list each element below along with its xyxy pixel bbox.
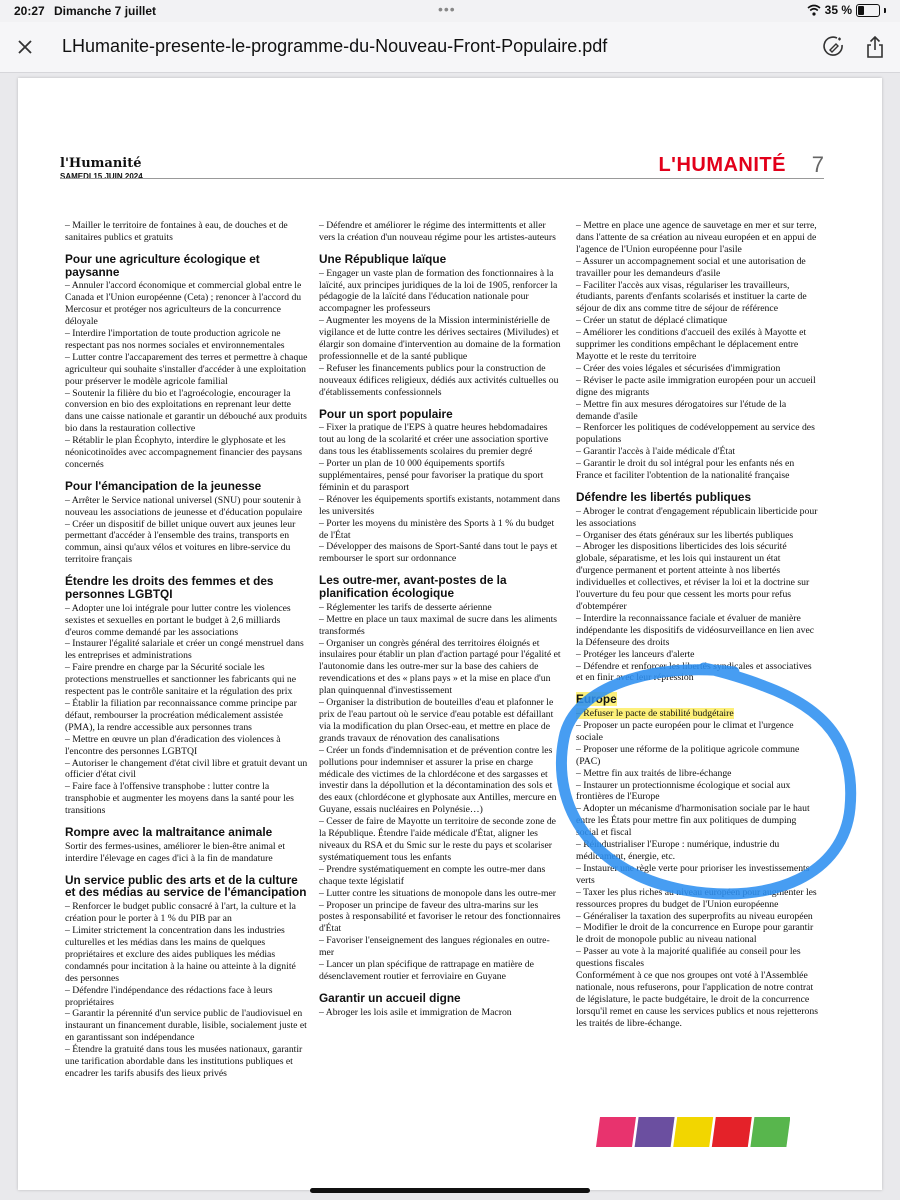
paragraph: Conformément à ce que nos groupes ont voté à l'Assemblée nationale, nous refuserons, pour l'application de notre contrat de législature, le pacte budgétaire, le droit de la concurrence lorsqu'il remet en cause les services publics et nous rejetterons les traités de libre-échange. — [576, 970, 818, 1029]
publication-date: SAMEDI 15 JUIN 2024 — [60, 172, 143, 181]
share-button[interactable] — [860, 32, 890, 62]
status-time: 20:27 — [14, 4, 45, 18]
close-button[interactable] — [10, 32, 40, 62]
paragraph: Sortir des fermes-usines, améliorer le bien-être animal et interdire l'élevage en cages d'ici à la fin de mandature — [65, 840, 286, 864]
paragraph: – Améliorer les conditions d'accueil des exilés à Mayotte et supprimer les conditions empêchant le déplacement entre Mayotte et le reste du territoire — [576, 327, 807, 362]
wifi-icon — [807, 4, 821, 16]
markup-pen-icon — [822, 36, 844, 58]
paragraph: – Organiser un congrès général des territoires éloignés et insulaires pour établir un plan d'action partagé pour l'égalité et l'autonomie dans les outre-mer sur la base des cahiers de revendications et des « plans pays » et la mise en place d'un plan quinquennal d'investissement — [319, 637, 561, 697]
paragraph: – Proposer un principe de faveur des ultra-marins sur les postes à responsabilité et favoriser le retour des fonctionnaires d'État — [319, 899, 561, 935]
paragraph — [576, 708, 819, 720]
paragraph: – Proposer une réforme de la politique agricole commune (PAC) — [576, 743, 800, 767]
pdf-page[interactable] — [18, 78, 882, 1190]
paragraph: – Développer des maisons de Sport-Santé dans tout le pays et rembourser le sport sur ordonnance — [319, 541, 558, 565]
paragraph: – Limiter strictement la concentration dans les industries culturelles et les médias dans les mains de quelques propriétaires et exclure des aides publiques les médias condamnés pour incitation à la haine ou atteinte à la dignité des personnes — [65, 925, 296, 984]
status-bar — [0, 0, 900, 22]
paragraph: – Porter un plan de 10 000 équipements sportifs supplémentaires, pensé pour favoriser la pratique du sport féminin et du parasport — [319, 458, 544, 493]
paragraph: – Autoriser le changement d'état civil libre et gratuit devant un officier d'état civil — [65, 757, 308, 781]
section-heading: Une République laïque — [319, 251, 447, 266]
paragraph: – Garantir l'accès à l'aide médicale d'État — [576, 446, 736, 458]
section-heading: Pour un sport populaire — [319, 406, 453, 421]
color-bar — [712, 1117, 752, 1147]
paragraph: – Étendre la gratuité dans tous les musées nationaux, garantir une tarification abordable dans les institutions publiques et encadrer les tarifs abusifs des lieux privés — [65, 1044, 303, 1079]
highlighted-text: – Refuser le pacte de stabilité budgétaire — [576, 708, 734, 720]
newspaper-name: l'Humanité — [60, 156, 142, 171]
section-heading: Défendre les libertés publiques — [576, 489, 752, 504]
paragraph: – Mailler le territoire de fontaines à eau, de douches et de sanitaires publics et gratuits — [65, 220, 288, 243]
paragraph: – Adopter un mécanisme d'harmonisation sociale par le haut entre les États pour mettre fin aux politiques de dumping social et fiscal — [576, 803, 810, 839]
paragraph: – Lutter contre les situations de monopole dans les outre-mer — [319, 887, 557, 899]
paragraph: – Organiser la distribution de bouteilles d'eau et plafonner le prix de l'eau partout où le service d'eau potable est défaillant via la modification du plan Orsec-eau, et mettre en place de grands travaux de rénovation des canalisations — [319, 697, 554, 744]
paragraph: – Prendre systématiquement en compte les outre-mer dans chaque texte législatif — [319, 863, 546, 887]
paragraph: – Garantir la pérennité d'un service public de l'audiovisuel en instaurant un financement durable, lisible, socialement juste et en garantissant son indépendance — [65, 1008, 307, 1044]
paragraph: – Modifier le droit de la concurrence en Europe pour garantir le droit de monopole public au niveau national — [576, 922, 814, 946]
home-indicator[interactable] — [310, 1188, 590, 1193]
markup-button[interactable] — [818, 32, 848, 62]
paragraph: – Faire face à l'offensive transphobe : lutter contre la transphobie et augmenter les moyens dans la santé pour les transitions — [65, 781, 294, 817]
paragraph: – Proposer un pacte européen pour le climat et l'urgence sociale — [576, 720, 794, 743]
document-title: LHumanite-presente-le-programme-du-Nouveau-Front-Populaire.pdf — [62, 36, 608, 56]
paragraph: – Généraliser la taxation des superprofits au niveau européen — [576, 910, 813, 922]
paragraph: – Créer un fonds d'indemnisation et de prévention contre les pollutions pour indemniser et assurer la prise en charge médicale des victimes de la chlordécone et des sargasses et investir dans la dépollution et la décontamination des sols et des eaux (chlordécone et glyphosate aux Antilles, mercure en Guyane, essais nucléaires en Polynésie…) — [319, 744, 557, 816]
color-bar — [635, 1117, 675, 1147]
share-icon — [866, 36, 884, 58]
paragraph: – Adopter une loi intégrale pour lutter contre les violences sexistes et sexuelles en portant le budget à 2,6 milliards d'euros comme demandé par les associations — [65, 602, 291, 638]
paragraph: – Interdire la reconnaissance faciale et évaluer de manière indépendante les dispositifs de vidéosurveillance en lien avec la Défenseure des droits — [576, 612, 815, 648]
paragraph: – Mettre en œuvre un plan d'éradication des violences à l'encontre des personnes LGBTQI — [65, 733, 281, 757]
paragraph: – Favoriser l'enseignement des langues régionales en outre-mer — [319, 935, 550, 959]
paragraph: – Abroger les dispositions liberticides des lois sécurité globale, séparatisme, et les lois qui instaurent un état d'urgence permanent et portent atteinte à nos libertés individuelles et collectives, et réviser la loi et la doctrine sur l'ouverture du feu pour que cessent les morts pour refus d'obtempérer — [576, 541, 810, 612]
paragraph: – Mettre en place un taux maximal de sucre dans les aliments transformés — [319, 613, 558, 637]
section-heading: Étendre les droits des femmes et des personnes LGBTQI — [65, 574, 274, 601]
paragraph: – Annuler l'accord économique et commercial global entre le Canada et l'Union européenne (Ceta) ; renoncer à l'accord du Mercosur et protéger nos agriculteurs de la concurrence déloyale — [65, 280, 302, 328]
paragraph: – Créer un statut de déplacé climatique — [576, 315, 728, 327]
paragraph: – Défendre et renforcer les libertés syndicales et associatives et en finir avec leur répression — [576, 660, 812, 684]
paragraph: – Mettre fin aux traités de libre-échange — [576, 767, 732, 779]
paragraph: – Protéger les lanceurs d'alerte — [576, 648, 695, 660]
paragraph: – Défendre l'indépendance des rédactions face à leurs propriétaires — [65, 984, 273, 1008]
pdf-toolbar — [0, 22, 900, 73]
color-bar — [750, 1117, 790, 1147]
color-bar — [596, 1117, 636, 1147]
masthead-divider — [60, 178, 824, 179]
paragraph: – Réviser le pacte asile immigration européen pour un accueil digne des migrants — [576, 374, 816, 398]
battery-percent: 35 % — [824, 3, 852, 17]
paragraph: – Faciliter l'accès aux visas, régulariser les travailleurs, étudiants, parents d'enfants scolarisés et instituer la carte de séjour de dix ans comme titre de séjour de référence — [576, 279, 807, 315]
paragraph: – Cesser de faire de Mayotte un territoire de seconde zone de la République. Étendre l'aide médicale d'État, aligner les niveaux du RSA et du Smic sur le reste du pays et scolariser systématiquement tous les enfants — [319, 816, 556, 863]
page-number: 7 — [811, 152, 824, 177]
paragraph: – Abroger le contrat d'engagement républicain liberticide pour les associations — [576, 505, 818, 529]
status-date: Dimanche 7 juillet — [54, 4, 157, 18]
paragraph: – Porter les moyens du ministère des Sports à 1 % du budget de l'État — [319, 517, 555, 541]
paragraph: – Lancer un plan spécifique de rattrapage en matière de désenclavement routier et ferroviaire en Guyane — [319, 959, 534, 982]
paragraph: – Arrêter le Service national universel (SNU) pour soutenir à nouveau les associations de jeunesse et d'éducation populaire — [65, 494, 303, 518]
paragraph: – Mettre fin aux mesures dérogatoires sur l'étude de la demande d'asile — [576, 398, 787, 422]
paragraph: – Organiser des états généraux sur les libertés publiques — [576, 529, 794, 541]
battery-icon — [856, 4, 880, 17]
section-heading: Garantir un accueil digne — [319, 990, 461, 1005]
paragraph: – Rénover les équipements sportifs existants, notamment dans les universités — [319, 493, 561, 517]
paragraph: – Instaurer une règle verte pour prioriser les investissements verts — [576, 862, 810, 886]
paragraph: – Créer un dispositif de billet unique ouvert aux jeunes leur permettant d'accéder à l'ensemble des trains, transports en commun, ainsi qu'aux vélos et voitures en libre-service du territoire français — [65, 518, 296, 566]
text-column-3 — [576, 220, 819, 1030]
paragraph: – Renforcer les politiques de codéveloppement au service des populations — [576, 422, 815, 446]
paragraph: – Refuser les financements publics pour la construction de nouveaux édifices religieux, dédiés aux activités cultuelles ou d'établissements confessionnels — [319, 362, 559, 398]
color-bar — [673, 1117, 713, 1147]
newspaper-logo: L'HUMANITÉ — [658, 154, 786, 176]
highlighted-text: Europe — [576, 692, 617, 707]
multitasking-dots-icon[interactable]: ••• — [438, 1, 456, 17]
paragraph: – Garantir le droit du sol intégral pour les enfants nés en France et faciliter l'obtention de la nationalité française — [576, 458, 795, 482]
paragraph: – Assurer un accompagnement social et une autorisation de travailler pour les demandeurs d'asile — [576, 255, 806, 279]
section-heading: Rompre avec la maltraitance animale — [65, 825, 273, 840]
paragraph: – Abroger les lois asile et immigration de Macron — [319, 1006, 512, 1018]
section-heading: Les outre-mer, avant-postes de la planification écologique — [319, 573, 507, 601]
paragraph: – Mettre en place une agence de sauvetage en mer et sur terre, dans l'attente de sa création au niveau européen et en appui de l'agence de l'Union européenne pour l'asile — [576, 220, 817, 255]
text-column-1 — [65, 220, 308, 1080]
paragraph: – Créer des voies légales et sécurisées d'immigration — [576, 362, 781, 374]
section-heading: Un service public des arts et de la culture et des médias au service de l'émancipation — [65, 872, 307, 900]
text-column-2 — [319, 220, 562, 1019]
close-icon — [17, 39, 33, 55]
paragraph: – Taxer les plus riches au niveau européen pour augmenter les ressources propres du budget de l'Union européenne — [576, 886, 817, 910]
party-color-bars — [596, 1117, 790, 1147]
paragraph: – Réindustrialiser l'Europe : numérique, industrie du médicament, énergie, etc. — [576, 839, 780, 862]
section-heading — [576, 693, 819, 706]
paragraph: – Lutter contre l'accaparement des terres et permettre à chaque agriculteur qui souhaite s'installer d'accéder à une exploitation pour préserver le modèle agricole familial — [65, 351, 308, 387]
paragraph: – Défendre et améliorer le régime des intermittents et aller vers la création d'un nouveau régime pour les artistes-auteurs — [319, 220, 556, 243]
section-heading: Pour une agriculture écologique et paysanne — [65, 251, 260, 279]
paragraph: – Renforcer le budget public consacré à l'art, la culture et la création pour le porter à 1 % du PIB par an — [65, 901, 296, 925]
paragraph: – Fixer la pratique de l'EPS à quatre heures hebdomadaires tout au long de la scolarité et créer une association sportive dans tous les établissements scolaires du premier degré — [319, 422, 549, 458]
paragraph: – Rétablir le plan Écophyto, interdire le glyphosate et les néonicotinoïdes avec accompagnement financier des paysans concernés — [65, 435, 302, 470]
section-heading: Pour l'émancipation de la jeunesse — [65, 478, 262, 493]
paragraph: – Interdire l'importation de toute production agricole ne respectant pas nos normes sociales et environnementales — [65, 328, 285, 351]
paragraph: – Soutenir la filière du bio et l'agroécologie, encourager la conversion en bio des exploitations en reprenant leur dette dans une caisse nationale et garantir un débouché aux produits bio dans la restauration collective — [65, 387, 307, 435]
paragraph: – Instaurer un protectionnisme écologique et social aux frontières de l'Europe — [576, 779, 791, 803]
paragraph: – Faire prendre en charge par la Sécurité sociale les protections menstruelles et sanctionner les fabricants qui ne respectent pas le contrôle sanitaire et la régulation des prix — [65, 662, 297, 698]
paragraph: – Augmenter les moyens de la Mission interministérielle de vigilance et de lutte contre les dérives sectaires (Miviludes) et élargir son domaine d'intervention au domaine de la formation professionnelle et de la santé publique — [319, 315, 561, 362]
paragraph: – Instaurer l'égalité salariale et créer un congé menstruel dans les entreprises et administrations — [65, 638, 304, 662]
paragraph: – Engager un vaste plan de formation des fonctionnaires à la laïcité, aux principes juridiques de la loi de 1905, renforcer la pédagogie de la laïcité dans l'éducation nationale pour accompagner les professeurs — [319, 267, 558, 315]
paragraph: – Établir la filiation par reconnaissance comme principe par défaut, rembourser la procréation médicalement assistée (PMA), la rendre accessible aux personnes trans — [65, 697, 297, 733]
paragraph: – Réglementer les tarifs de desserte aérienne — [319, 601, 492, 613]
paragraph: – Passer au vote à la majorité qualifiée au conseil pour les questions fiscales — [576, 946, 801, 970]
